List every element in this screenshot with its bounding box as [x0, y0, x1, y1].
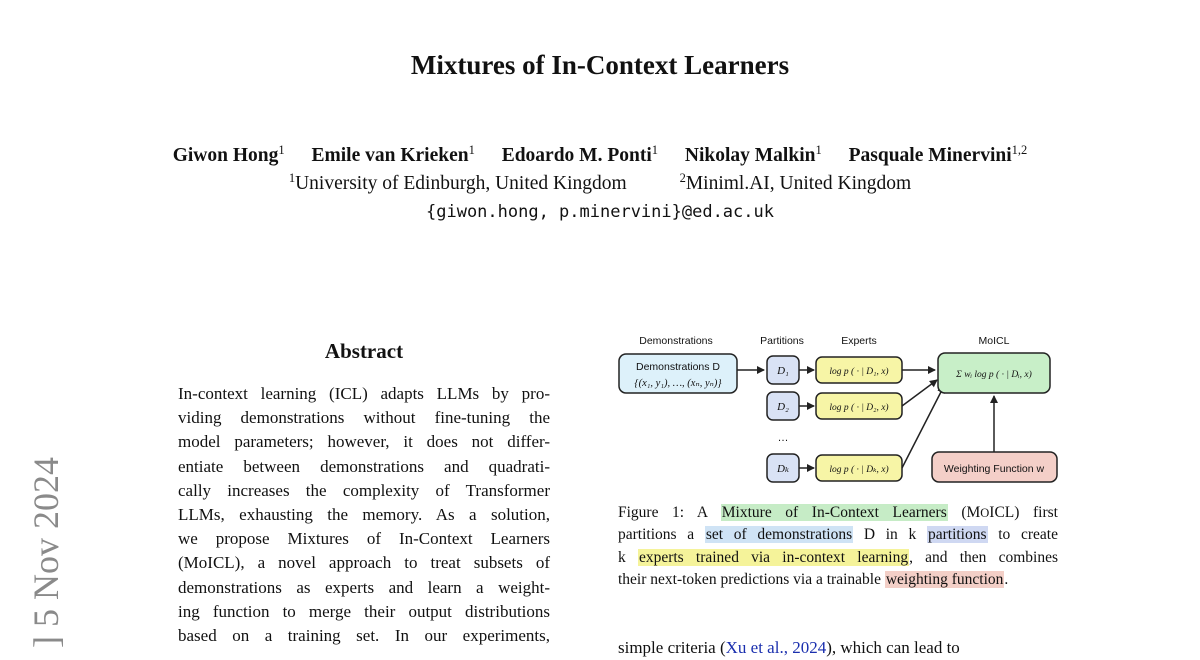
partition-label: Dₖ — [777, 463, 789, 475]
header-experts: Experts — [841, 335, 877, 347]
header-moicl: MoICL — [978, 335, 1010, 347]
partition-label: D₂ — [777, 401, 789, 413]
highlight-partitions: partitions — [927, 526, 987, 544]
author: Pasquale Minervini$^{1,2}$ — [848, 143, 1028, 166]
figure-1-caption — [618, 502, 1058, 591]
abstract-line: ing function to merge their output distributions — [178, 601, 550, 621]
highlight-moicl: Mixture of In-Context Learners — [721, 504, 947, 521]
abstract-heading: Abstract — [324, 339, 404, 363]
affiliation: $^1$University of Edinburgh, United Kingdom — [288, 171, 627, 194]
paper-title: Mixtures of In-Context Learners — [410, 50, 790, 80]
caption-line: k experts trained via in-context learning, and then combines — [618, 548, 1058, 566]
caption-line: partitions a set of demonstrations D in k partitions to create — [618, 526, 1058, 544]
highlight-weighting-function: weighting function — [885, 570, 1004, 588]
expert-label: log p ( · | D₂, x) — [829, 403, 889, 413]
partition-ellipsis: … — [777, 432, 789, 444]
abstract-body — [178, 382, 550, 648]
abstract-line: demonstrations as experts and learn a weight- — [178, 577, 550, 597]
affiliation-list — [0, 171, 1200, 197]
header-partitions: Partitions — [760, 335, 804, 347]
abstract-line: In-context learning (ICL) adapts LLMs by pro- — [178, 384, 550, 403]
citation-link[interactable]: Xu et al., 2024 — [725, 638, 827, 657]
author-list — [0, 143, 1200, 169]
abstract-line: entiate between demonstrations and quadrati- — [178, 456, 550, 476]
abstract-line: cally increases the complexity of Transformer — [178, 480, 550, 500]
highlight-demonstrations: set of demonstrations — [705, 526, 853, 544]
header-demonstrations: Demonstrations — [639, 335, 713, 347]
author: Edoardo M. Ponti$^1$ — [501, 143, 659, 166]
abstract-line: model parameters; however, it does not differ- — [178, 432, 550, 452]
author: Giwon Hong$^1$ — [172, 143, 285, 166]
demonstrations-set: {(x₁, y₁), …, (xₙ, yₙ)} — [634, 378, 722, 389]
partition-label: D₁ — [777, 365, 789, 377]
arxiv-stamp: ] 5 Nov 2024 — [26, 457, 66, 648]
highlight-experts: experts trained via in-context learning — [638, 548, 909, 566]
body-text-line: simple criteria (Xu et al., 2024), which can lead to — [618, 638, 960, 657]
mixture-formula: Σ wᵢ log p ( · | Dᵢ, x) — [956, 370, 1032, 380]
abstract-line: based on a training set. In our experiments, — [178, 626, 550, 646]
author: Nikolay Malkin$^1$ — [684, 143, 822, 166]
author: Emile van Krieken$^1$ — [311, 143, 475, 166]
abstract-line: LLMs, exhausting the memory. As a solution, — [178, 505, 550, 525]
abstract-line: we propose Mixtures of In-Context Learners — [178, 529, 550, 549]
abstract-line: (MoICL), a novel approach to treat subsets of — [178, 553, 550, 573]
affiliation: $^2$Miniml.AI, United Kingdom — [679, 171, 912, 194]
arrow — [902, 380, 937, 406]
expert-label: log p ( · | Dₖ, x) — [829, 465, 889, 475]
caption-line: their next-token predictions via a trainable weighting function. — [618, 570, 1009, 588]
author-email: {giwon.hong, p.minervini}@ed.ac.uk — [426, 202, 774, 222]
expert-label: log p ( · | D₁, x) — [829, 367, 889, 377]
caption-line: Figure 1: A Mixture of In-Context Learners (MOICL) first — [618, 504, 1058, 521]
demonstrations-box-label: Demonstrations D — [635, 361, 721, 373]
abstract-line: viding demonstrations without fine-tuning the — [178, 408, 550, 428]
weighting-function-label: Weighting Function w — [943, 463, 1045, 475]
figure-1-diagram — [612, 328, 1062, 488]
